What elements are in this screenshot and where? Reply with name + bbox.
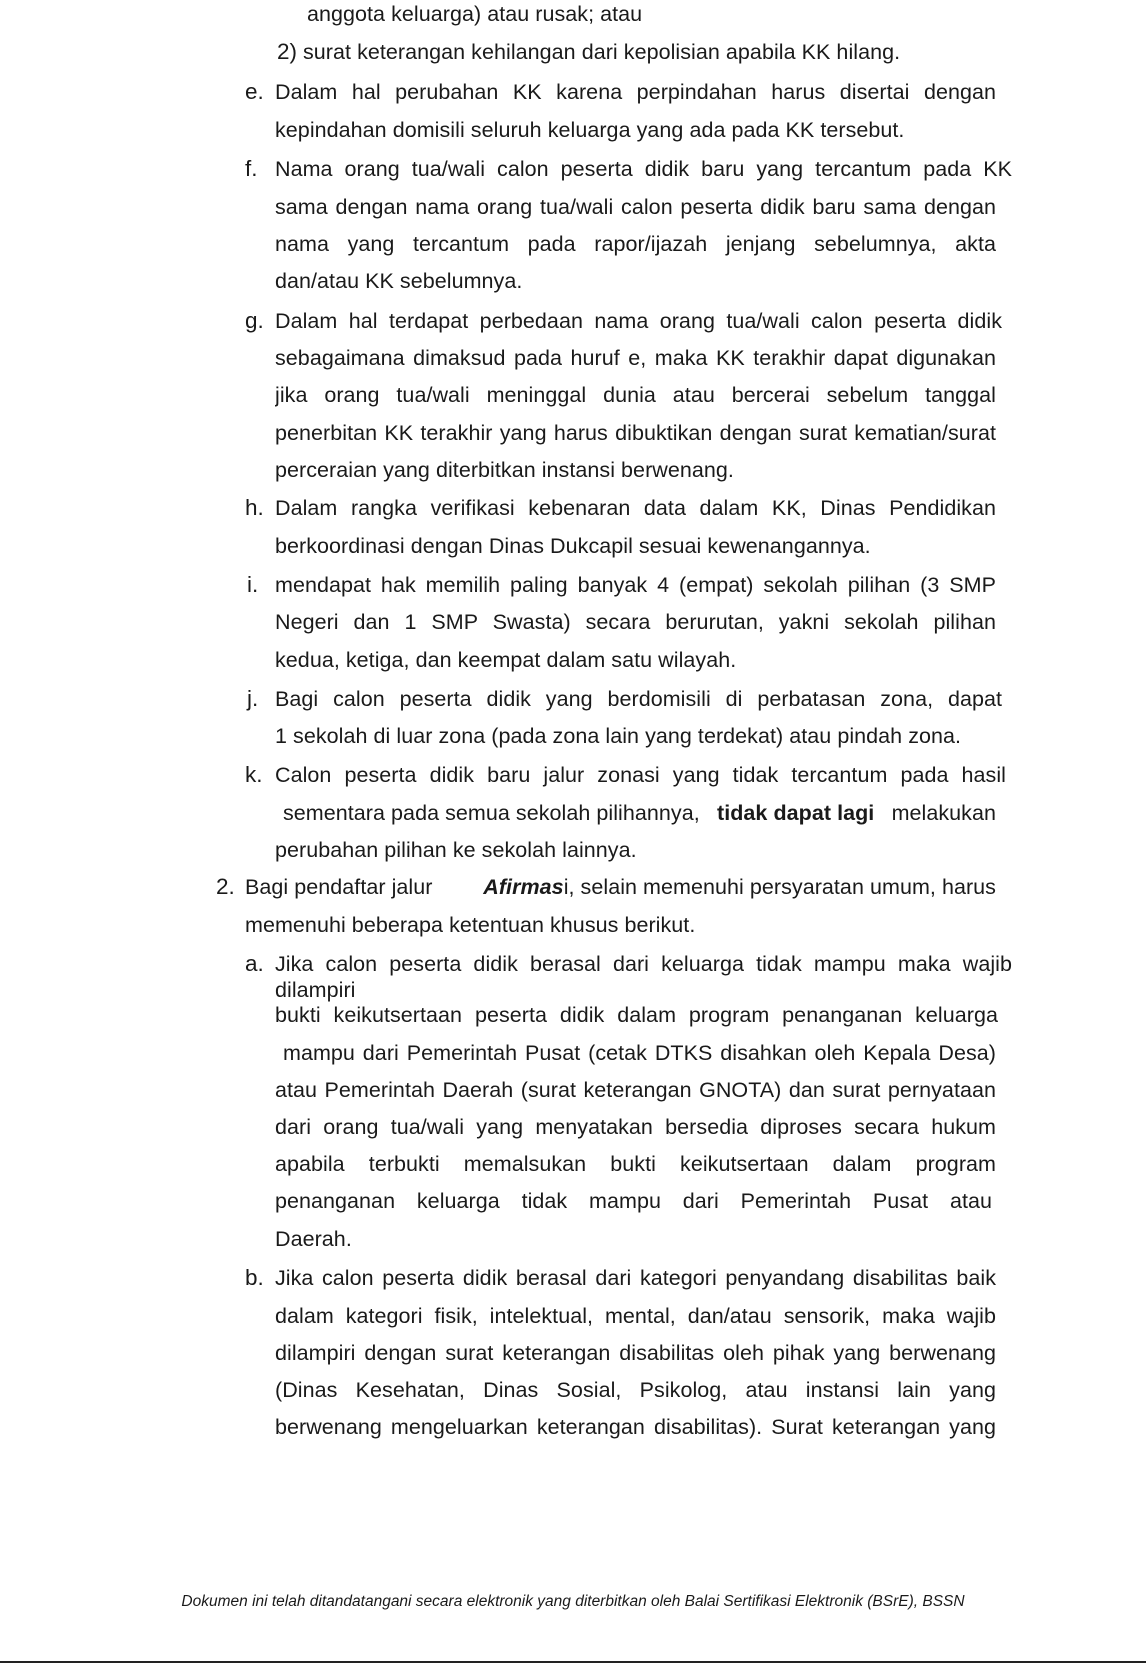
- text-line: Negeri dan 1 SMP Swasta) secara berurutan, yakni sekolah pilihan: [275, 610, 996, 634]
- text-line: apabila terbukti memalsukan bukti keikutsertaan dalam program: [275, 1152, 996, 1176]
- text-line: mampu dari Pemerintah Pusat (cetak DTKS disahkan oleh Kepala Desa): [283, 1041, 996, 1065]
- text-line: Dalam hal perubahan KK karena perpindahan harus disertai dengan: [275, 80, 996, 104]
- text-line: kepindahan domisili seluruh keluarga yang ada pada KK tersebut.: [275, 118, 905, 142]
- text-run: melakukan: [891, 801, 996, 825]
- text-line: Dalam hal terdapat perbedaan nama orang tua/wali calon peserta didik: [275, 309, 1002, 333]
- text-line: dan/atau KK sebelumnya.: [275, 269, 523, 293]
- emphasis-text: Afirmas: [483, 875, 564, 899]
- item-marker: k.: [245, 762, 263, 787]
- footer-note: Dokumen ini telah ditandatangani secara elektronik yang diterbitkan oleh Balai Sertifikasi Elektronik (BSrE), BSSN: [181, 1593, 965, 1610]
- text-line: perceraian yang diterbitkan instansi berwenang.: [275, 458, 734, 482]
- text-line: sebagaimana dimaksud pada huruf e, maka KK terakhir dapat digunakan: [275, 346, 996, 370]
- text-line: Jika calon peserta didik berasal dari keluarga tidak mampu maka wajib: [275, 952, 1012, 976]
- text-line: berwenang mengeluarkan keterangan disabilitas). Surat keterangan yang: [275, 1415, 996, 1439]
- text-line: nama yang tercantum pada rapor/ijazah jenjang sebelumnya, akta: [275, 232, 996, 256]
- text-line: Jika calon peserta didik berasal dari kategori penyandang disabilitas baik: [275, 1266, 996, 1290]
- text-line: dalam kategori fisik, intelektual, mental, dan/atau sensorik, maka wajib: [275, 1304, 996, 1328]
- text-line: anggota keluarga) atau rusak; atau: [307, 2, 643, 26]
- text-line: bukti keikutsertaan peserta didik dalam program penanganan keluarga: [275, 1003, 998, 1027]
- text-line: penanganan keluarga tidak mampu dari Pemerintah Pusat atau: [275, 1189, 992, 1213]
- text-line: jika orang tua/wali meninggal dunia atau bercerai sebelum tanggal: [275, 383, 996, 407]
- item-marker: i.: [247, 572, 259, 597]
- item-marker: g.: [245, 308, 264, 333]
- text-line: kedua, ketiga, dan keempat dalam satu wilayah.: [275, 648, 737, 672]
- text-line: penerbitan KK terakhir yang harus dibuktikan dengan surat kematian/surat: [275, 421, 996, 445]
- text-line: Nama orang tua/wali calon peserta didik baru yang tercantum pada KK: [275, 157, 1012, 181]
- item-marker: j.: [247, 686, 259, 711]
- text-line: [245, 873, 996, 901]
- text-line: mendapat hak memilih paling banyak 4 (empat) sekolah pilihan (3 SMP: [275, 573, 996, 597]
- text-line: perubahan pilihan ke sekolah lainnya.: [275, 838, 637, 862]
- text-line: surat keterangan kehilangan dari kepolisian apabila KK hilang.: [303, 40, 901, 64]
- item-marker: f.: [245, 156, 258, 181]
- text-line: 1 sekolah di luar zona (pada zona lain yang terdekat) atau pindah zona.: [275, 724, 962, 748]
- text-line: Dalam rangka verifikasi kebenaran data dalam KK, Dinas Pendidikan: [275, 496, 996, 520]
- text-line: [283, 799, 996, 827]
- text-line: berkoordinasi dengan Dinas Dukcapil sesuai kewenangannya.: [275, 534, 871, 558]
- text-line: Daerah.: [275, 1227, 352, 1251]
- text-run: i, selain memenuhi persyaratan umum, harus: [563, 875, 996, 899]
- item-marker: 2.: [216, 874, 235, 899]
- text-line: dari orang tua/wali yang menyatakan bersedia diproses secara hukum: [275, 1115, 996, 1139]
- text-line: Bagi calon peserta didik yang berdomisili di perbatasan zona, dapat: [275, 687, 1002, 711]
- text-run: Bagi pendaftar jalur: [245, 875, 433, 899]
- item-marker: b.: [245, 1265, 264, 1290]
- item-marker: a.: [245, 951, 264, 976]
- item-marker: 2): [277, 39, 298, 64]
- text-line: sama dengan nama orang tua/wali calon peserta didik baru sama dengan: [275, 195, 996, 219]
- text-line: atau Pemerintah Daerah (surat keterangan GNOTA) dan surat pernyataan: [275, 1078, 996, 1102]
- text-line: memenuhi beberapa ketentuan khusus berikut.: [245, 913, 696, 937]
- footer-divider: [0, 1661, 1146, 1663]
- text-line: Calon peserta didik baru jalur zonasi yang tidak tercantum pada hasil: [275, 763, 1006, 787]
- emphasis-text: tidak dapat lagi: [717, 801, 875, 825]
- text-run: [483, 873, 996, 901]
- text-line: dilampiri: [275, 978, 356, 1002]
- text-line: (Dinas Kesehatan, Dinas Sosial, Psikolog, atau instansi lain yang: [275, 1378, 996, 1402]
- text-line: dilampiri dengan surat keterangan disabilitas oleh pihak yang berwenang: [275, 1341, 996, 1365]
- item-marker: h.: [245, 495, 264, 520]
- item-marker: e.: [245, 79, 264, 104]
- text-run: sementara pada semua sekolah pilihannya,: [283, 801, 700, 825]
